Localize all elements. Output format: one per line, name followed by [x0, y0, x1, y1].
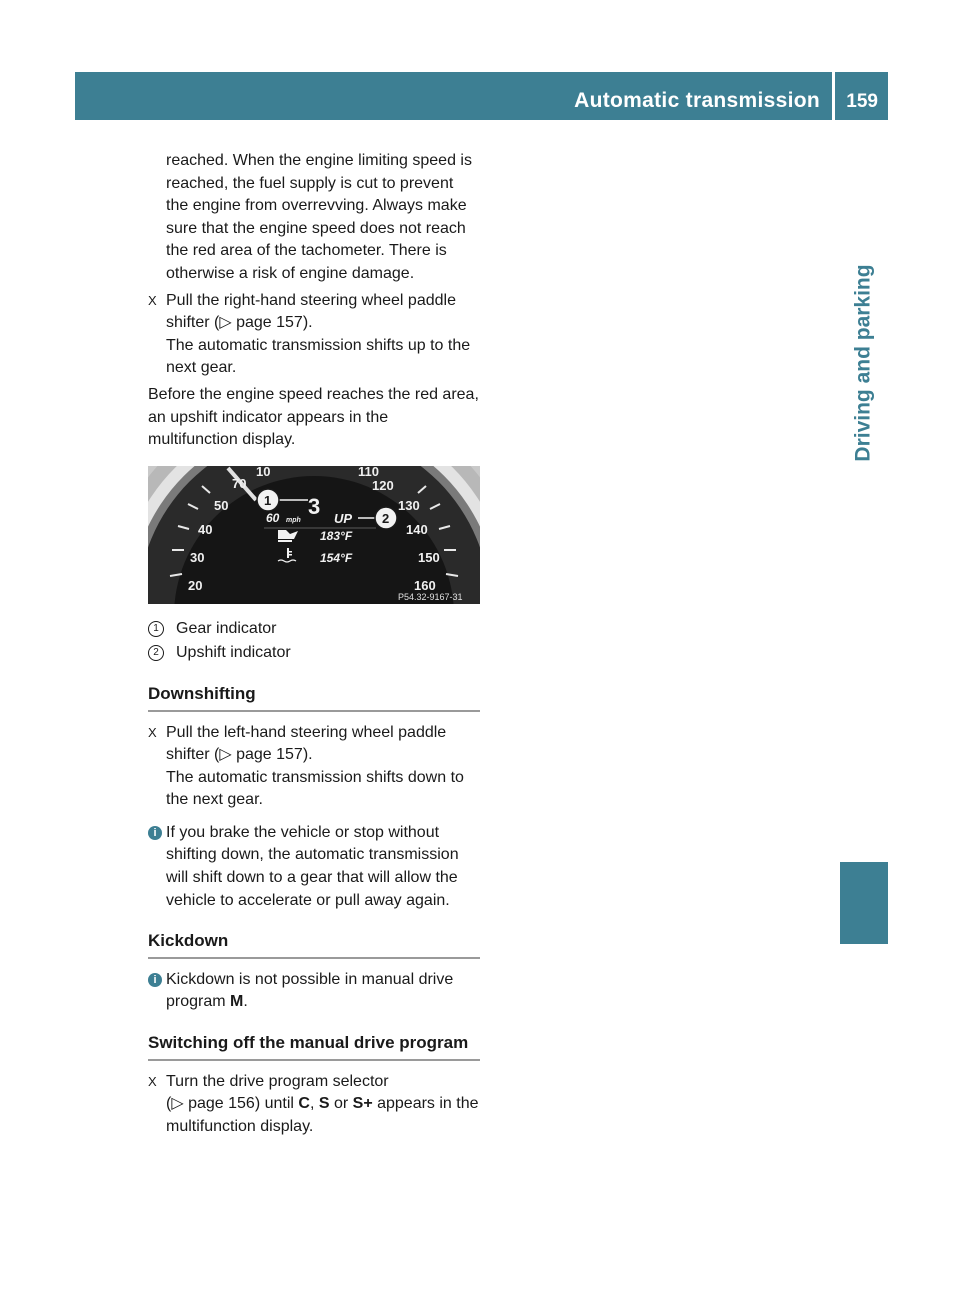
- text-line: the next gear.: [166, 791, 263, 809]
- figure-code: P54.32-9167-31: [398, 591, 463, 602]
- section-tab: [846, 249, 882, 477]
- text-line: Before the engine speed reaches the red area,: [148, 385, 479, 403]
- speed-mark: 30: [190, 549, 205, 565]
- legend-text: Upshift indicator: [176, 644, 291, 662]
- legend-text: Gear indicator: [176, 619, 277, 637]
- speed-mark: 140: [406, 521, 428, 537]
- section-tab-marker: [840, 862, 888, 944]
- text-line: (▷ page 156) until C, S or S+ appears in the: [166, 1095, 479, 1113]
- info-note-kickdown: [148, 969, 480, 1014]
- svg-text:1: 1: [264, 492, 272, 508]
- section-tab-label: Driving and parking: [852, 264, 876, 462]
- coolant-temp: 154°F: [320, 550, 353, 565]
- text-line: program M.: [166, 993, 248, 1011]
- legend-number: 1: [148, 621, 164, 637]
- header-divider: [832, 72, 835, 120]
- speed-readout: 60: [266, 510, 280, 525]
- text-line: multifunction display.: [166, 1117, 314, 1135]
- text-line: reached, the fuel supply is cut to prevent: [166, 174, 454, 192]
- text-line: reached. When the engine limiting speed is: [166, 152, 472, 169]
- speed-unit: mph: [286, 516, 301, 524]
- page-number: 159: [846, 91, 878, 112]
- speed-mark: 150: [418, 549, 440, 565]
- speed-mark: 70: [232, 475, 247, 491]
- instruction-step-switch-off: [148, 1071, 480, 1139]
- text-line: If you brake the vehicle or stop without: [166, 823, 440, 841]
- text-line: the engine from overrevving. Always make: [166, 197, 467, 215]
- main-column: [148, 150, 480, 1138]
- svg-text:2: 2: [382, 510, 390, 526]
- legend-number: 2: [148, 645, 164, 661]
- text-line: The automatic transmission shifts down to: [166, 768, 464, 786]
- text-line: Turn the drive program selector: [166, 1072, 389, 1090]
- speed-mark: 110: [358, 465, 379, 479]
- text-line: Kickdown is not possible in manual drive: [166, 970, 454, 988]
- page-reference-link[interactable]: shifter (▷ page 157).: [166, 746, 313, 764]
- text-line: The automatic transmission shifts up to the: [166, 336, 471, 354]
- text-line: vehicle to accelerate or pull away again.: [166, 891, 450, 909]
- speed-mark: 20: [188, 577, 203, 593]
- step-arrow-icon: X: [148, 1073, 157, 1089]
- gear-digit: 3: [308, 493, 321, 519]
- legend-item: [148, 618, 480, 641]
- page-reference-link[interactable]: (▷ page 156) until: [166, 1095, 299, 1113]
- info-icon: i: [148, 826, 162, 840]
- speed-mark: 10: [256, 465, 271, 479]
- oil-temp: 183°F: [320, 528, 353, 543]
- instrument-cluster-figure: [148, 466, 480, 604]
- text-line: otherwise a risk of engine damage.: [166, 264, 415, 282]
- text-line: sure that the engine speed does not reach: [166, 219, 466, 237]
- speed-mark: 120: [372, 477, 394, 493]
- text-line: multifunction display.: [148, 431, 296, 449]
- info-icon: i: [148, 973, 162, 987]
- speed-mark: 50: [214, 497, 229, 513]
- text-line: shifting down, the automatic transmission: [166, 846, 459, 864]
- chapter-title: Automatic transmission: [574, 89, 820, 112]
- page-reference-link[interactable]: shifter (▷ page 157).: [166, 314, 313, 332]
- page-header: [75, 72, 888, 120]
- text-line: Pull the right-hand steering wheel paddle: [166, 291, 456, 309]
- legend-item: [148, 642, 480, 665]
- speed-mark: 130: [398, 497, 420, 513]
- speed-mark: 160: [414, 577, 436, 593]
- intro-paragraph: [148, 150, 480, 286]
- instruction-step-upshift: [148, 290, 480, 380]
- speed-mark: 40: [198, 521, 213, 537]
- info-note-braking: [148, 822, 480, 912]
- text-line: the red area of the tachometer. There is: [166, 242, 447, 260]
- step-arrow-icon: X: [148, 292, 157, 308]
- section-heading-switch-off: Switching off the manual drive program: [148, 1032, 480, 1061]
- text-line: will shift down to a gear that will allow the: [166, 869, 458, 887]
- section-heading-downshifting: Downshifting: [148, 683, 480, 712]
- text-line: Pull the left-hand steering wheel paddle: [166, 723, 447, 741]
- section-heading-kickdown: Kickdown: [148, 930, 480, 959]
- step-arrow-icon: X: [148, 724, 157, 740]
- instruction-step-downshift: [148, 722, 480, 812]
- text-line: next gear.: [166, 359, 237, 377]
- upshift-label: UP: [334, 510, 353, 526]
- upshift-paragraph: [148, 384, 480, 452]
- text-line: an upshift indicator appears in the: [148, 408, 389, 426]
